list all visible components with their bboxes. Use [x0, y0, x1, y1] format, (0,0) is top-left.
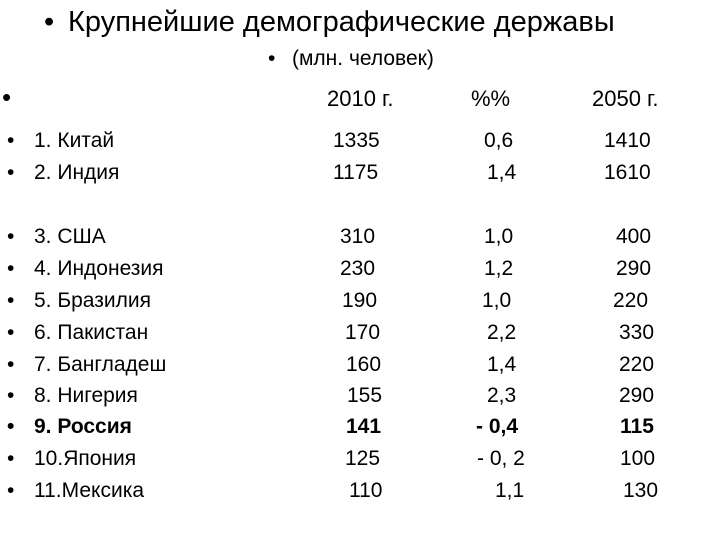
value-percent: 2,2 — [487, 321, 517, 344]
value-percent: 1,4 — [487, 161, 517, 184]
row-bullet: • — [7, 321, 15, 344]
value-percent: 1,4 — [487, 353, 517, 376]
row-bullet: • — [7, 225, 15, 248]
row-bullet: • — [7, 161, 15, 184]
country-name: 10.Япония — [34, 447, 137, 470]
country-name: 1. Китай — [34, 129, 115, 152]
row-bullet: • — [7, 257, 15, 280]
value-2010: 155 — [347, 384, 383, 407]
table-row — [0, 349, 720, 381]
country-name: 5. Бразилия — [34, 289, 151, 312]
value-2010: 190 — [342, 289, 378, 312]
page-title — [44, 4, 615, 40]
value-percent: - 0,4 — [476, 415, 519, 438]
value-2010: 141 — [346, 415, 382, 438]
row-bullet: • — [7, 415, 15, 438]
table-row — [0, 443, 720, 475]
table-row — [0, 380, 720, 412]
value-percent: 1,2 — [484, 257, 514, 280]
country-name: 6. Пакистан — [34, 321, 149, 344]
row-bullet: • — [7, 447, 15, 470]
subtitle-bullet: • — [268, 47, 276, 70]
value-2050: 220 — [619, 353, 655, 376]
value-percent: 2,3 — [487, 384, 517, 407]
table-row — [0, 157, 720, 189]
value-2050: 290 — [619, 384, 655, 407]
country-name: 11.Мексика — [34, 479, 145, 502]
value-2050: 1610 — [604, 161, 651, 184]
value-2050: 220 — [613, 289, 649, 312]
value-percent: 1,0 — [482, 289, 512, 312]
value-percent: 1,0 — [484, 225, 514, 248]
country-name: 3. США — [34, 225, 106, 248]
value-2010: 125 — [345, 447, 381, 470]
column-header-percent: %% — [471, 86, 511, 111]
value-2050: 290 — [616, 257, 652, 280]
title-text: Крупнейшие демографические державы — [68, 6, 615, 38]
table-row — [0, 285, 720, 317]
value-2050: 330 — [619, 321, 655, 344]
country-name: 4. Индонезия — [34, 257, 164, 280]
country-name: 2. Индия — [34, 161, 120, 184]
value-2010: 310 — [340, 225, 376, 248]
table-row — [0, 221, 720, 253]
value-2010: 170 — [345, 321, 381, 344]
value-2010: 1335 — [333, 129, 380, 152]
table-row — [0, 475, 720, 507]
value-2010: 160 — [346, 353, 382, 376]
value-percent: - 0, 2 — [477, 447, 525, 470]
header-bullet: • — [2, 82, 12, 112]
row-bullet: • — [7, 353, 15, 376]
value-2010: 230 — [340, 257, 376, 280]
row-bullet: • — [7, 479, 15, 502]
column-header-2010: 2010 г. — [327, 86, 394, 111]
value-2010: 1175 — [333, 161, 379, 184]
value-2050: 400 — [616, 225, 652, 248]
value-2050: 130 — [623, 479, 659, 502]
subtitle-text: (млн. человек) — [292, 47, 434, 70]
country-name: 8. Нигерия — [34, 384, 138, 407]
table-row — [0, 317, 720, 349]
table-row — [0, 125, 720, 157]
row-bullet: • — [7, 289, 15, 312]
country-name: 7. Бангладеш — [34, 353, 167, 376]
value-2010: 110 — [349, 479, 383, 502]
column-header-2050: 2050 г. — [592, 86, 659, 111]
value-2050: 1410 — [604, 129, 651, 152]
table-row — [0, 253, 720, 285]
table-row-highlighted — [0, 411, 720, 443]
title-bullet: • — [44, 6, 55, 38]
value-percent: 0,6 — [484, 129, 514, 152]
value-percent: 1,1 — [495, 479, 525, 502]
value-2050: 115 — [620, 415, 654, 438]
value-2050: 100 — [620, 447, 656, 470]
row-bullet: • — [7, 384, 15, 407]
country-name: 9. Россия — [34, 415, 132, 438]
subtitle — [268, 45, 434, 73]
row-bullet: • — [7, 129, 15, 152]
